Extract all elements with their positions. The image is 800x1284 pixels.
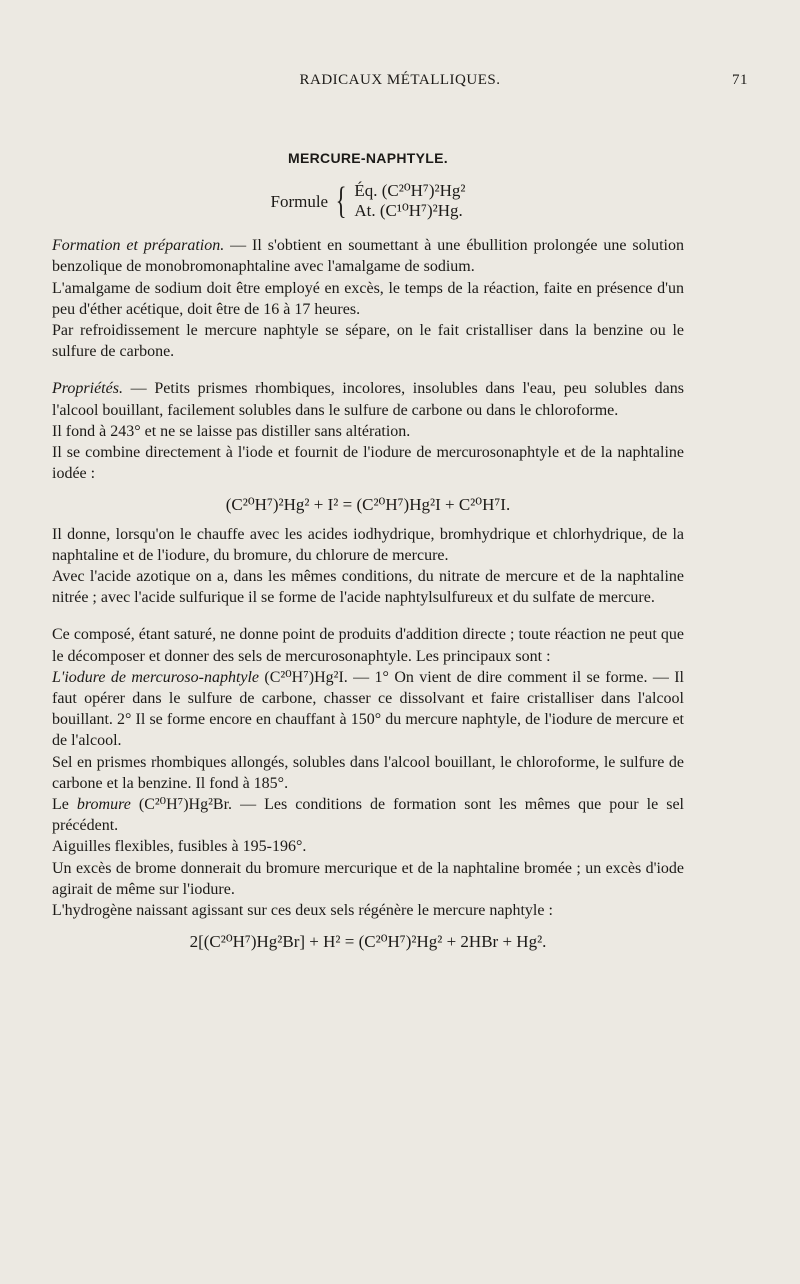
paragraph-exces: Un excès de brome donnerait du bromure mercurique et de la naphtaline bromée ; un excès d'iode agirait de même sur l'iodure. <box>52 859 684 898</box>
paragraph-fond: Il fond à 243° et ne se laisse pas distiller sans altération. <box>52 422 411 440</box>
section-title: MERCURE-NAPHTYLE. <box>288 150 448 166</box>
formation-heading: Formation et préparation. <box>52 237 225 255</box>
page-number: 71 <box>732 72 748 88</box>
formation-text: — Il s'obtient en soumettant à une ébullition prolongée une solution benzolique de monobromonaphtaline avec l'amalgame de sodium. <box>52 237 684 276</box>
iodure-heading: L'iodure de mercuroso-naphtyle <box>52 668 260 686</box>
paragraph-aiguilles: Aiguilles flexibles, fusibles à 195-196°. <box>52 838 307 856</box>
paragraph-donne: Il donne, lorsqu'on le chauffe avec les acides iodhydrique, bromhydrique et chlorhydrique, de la naphtaline et de l'iodure, du bromure, du chlorure de mercure. <box>52 525 684 564</box>
brace-icon: { <box>335 180 347 223</box>
proprietes-heading: Propriétés. <box>52 380 123 398</box>
page-header <box>52 72 748 94</box>
bromure-text: (C²⁰H⁷)Hg²Br. — Les conditions de formation sont les mêmes que pour le sel précédent. <box>52 796 684 835</box>
paragraph-formation <box>52 235 684 277</box>
paragraph-hydrogene: L'hydrogène naissant agissant sur ces deux sels régénère le mercure naphtyle : <box>52 902 553 920</box>
formula-lines <box>354 181 465 221</box>
formula-label: Formule <box>270 191 329 211</box>
iodure-text: (C²⁰H⁷)Hg²I. — 1° On vient de dire comment il se forme. — Il faut opérer dans le sulfure de carbone, chasser ce dissolvant et faire cristalliser dans l'alcool bouillant. 2° Il se forme encore en chauffant à 150° du mercure naphtyle, de l'iodure de mercure et de l'alcool. <box>52 668 684 750</box>
formula-block <box>52 181 684 221</box>
bromure-prefix: Le <box>52 796 77 814</box>
paragraph-azotique: Avec l'acide azotique on a, dans les mêmes conditions, du nitrate de mercure et de la naphtaline nitrée ; avec l'acide sulfurique il se forme de l'acide naphtylsulfureux et du sulfate de mercure. <box>52 568 684 607</box>
equation-iode: (C²⁰H⁷)²Hg² + I² = (C²⁰H⁷)Hg²I + C²⁰H⁷I. <box>225 495 511 515</box>
paragraph-iodure <box>52 667 684 752</box>
page-body <box>52 148 684 961</box>
running-title: RADICAUX MÉTALLIQUES. <box>299 72 501 88</box>
proprietes-text: — Petits prismes rhombiques, incolores, insolubles dans l'eau, peu solubles dans l'alcool bouillant, facilement solubles dans le sulfure de carbone ou dans le chloroforme. <box>52 380 684 419</box>
paragraph-amalgame: L'amalgame de sodium doit être employé en excès, le temps de la réaction, faite en présence d'un peu d'éther acétique, doit être de 16 à 17 heures. <box>52 279 684 318</box>
bromure-heading: bromure <box>76 796 131 814</box>
paragraph-proprietes <box>52 378 684 420</box>
paragraph-sel: Sel en prismes rhombiques allongés, solubles dans l'alcool bouillant, le chloroforme, le sulfure de carbone et la benzine. Il fond à 185°. <box>52 753 684 792</box>
paragraph-refroidissement: Par refroidissement le mercure naphtyle se sépare, on le fait cristalliser dans la benzine ou le sulfure de carbone. <box>52 322 684 361</box>
formula-equivalent: Éq. (C²⁰H⁷)²Hg² <box>354 181 466 201</box>
formula-atomic: At. (C¹⁰H⁷)²Hg. <box>354 201 463 221</box>
paragraph-bromure <box>52 794 684 836</box>
equation-hydrogene: 2[(C²⁰H⁷)Hg²Br] + H² = (C²⁰H⁷)²Hg² + 2HBr + Hg². <box>189 932 547 952</box>
paragraph-compose: Ce composé, étant saturé, ne donne point de produits d'addition directe ; toute réaction ne peut que le décomposer et donner des sels de mercurosonaphtyle. Les principaux sont : <box>52 626 684 665</box>
paragraph-combine: Il se combine directement à l'iode et fournit de l'iodure de mercurosonaphtyle et de la naphtaline iodée : <box>52 444 684 483</box>
